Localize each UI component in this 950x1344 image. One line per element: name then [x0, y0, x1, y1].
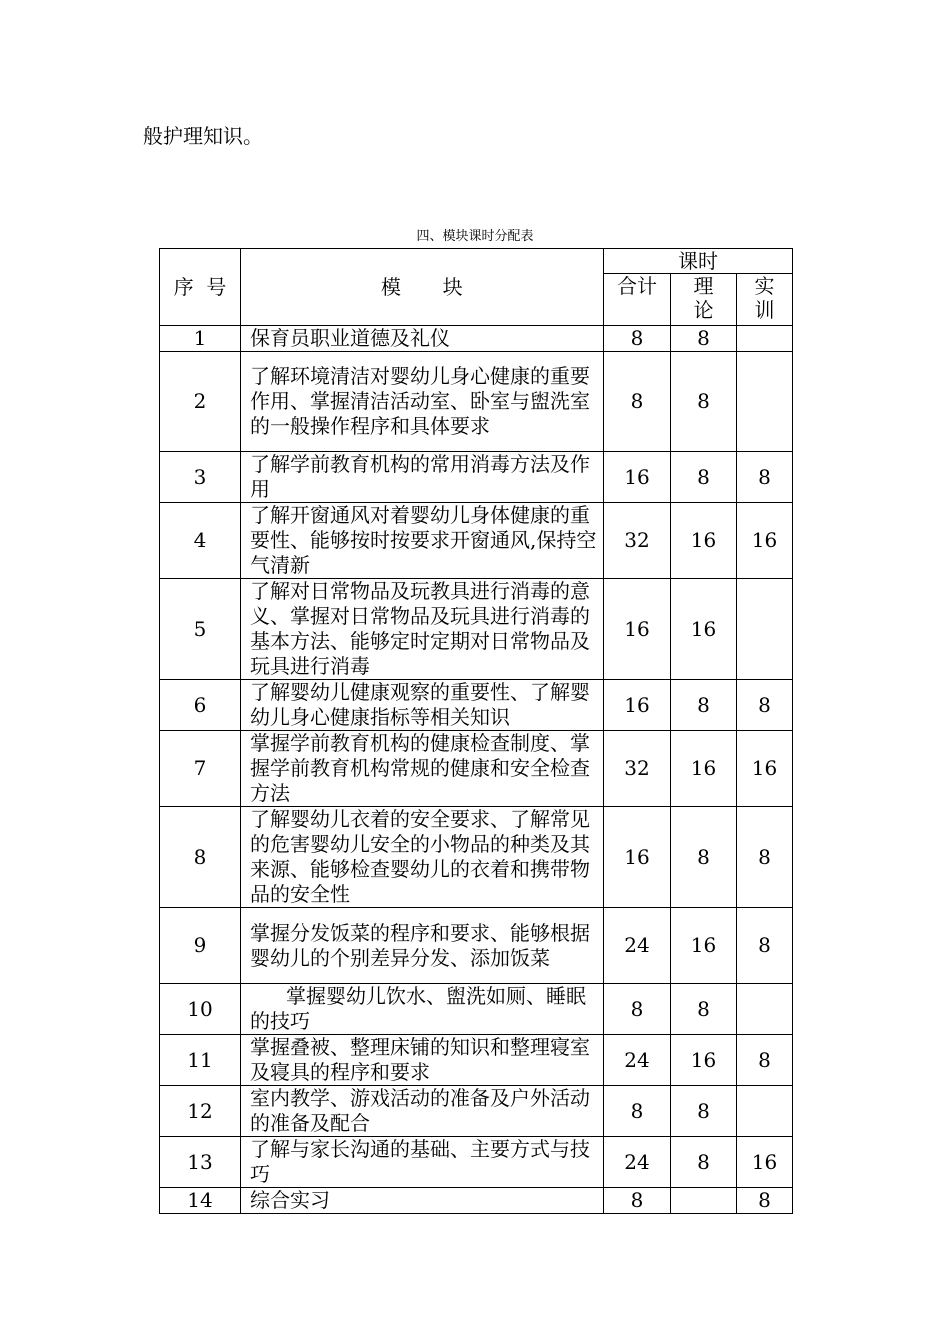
- row-theory: 8: [671, 326, 737, 352]
- row-theory: 16: [671, 579, 737, 680]
- row-theory: 8: [671, 807, 737, 908]
- row-theory: 8: [671, 1086, 737, 1137]
- row-index: 7: [160, 731, 241, 807]
- table-row: [160, 326, 793, 352]
- module-hours-table: [159, 248, 793, 1214]
- header-total: 合计: [604, 274, 671, 326]
- row-index: 8: [160, 807, 241, 908]
- row-practice: [737, 579, 793, 680]
- row-module: 室内教学、游戏活动的准备及户外活动的准备及配合: [241, 1086, 604, 1137]
- row-total: 8: [604, 984, 671, 1035]
- row-total: 8: [604, 326, 671, 352]
- row-index: 4: [160, 503, 241, 579]
- row-practice: 16: [737, 503, 793, 579]
- row-index: 3: [160, 452, 241, 503]
- row-theory: 16: [671, 1035, 737, 1086]
- table-row: [160, 731, 793, 807]
- row-total: 32: [604, 503, 671, 579]
- row-module: 了解婴幼儿衣着的安全要求、了解常见的危害婴幼儿安全的小物品的种类及其来源、能够检查婴幼儿的衣着和携带物品的安全性: [241, 807, 604, 908]
- row-module: [241, 984, 604, 1035]
- row-total: 16: [604, 579, 671, 680]
- row-total: 16: [604, 452, 671, 503]
- row-total: 24: [604, 1137, 671, 1188]
- row-total: 8: [604, 1086, 671, 1137]
- row-module: 了解开窗通风对着婴幼儿身体健康的重要性、能够按时按要求开窗通风,保持空气清新: [241, 503, 604, 579]
- row-module: 掌握分发饭菜的程序和要求、能够根据婴幼儿的个别差异分发、添加饭菜: [241, 908, 604, 984]
- row-theory: 8: [671, 452, 737, 503]
- row-theory: 8: [671, 352, 737, 452]
- row-index: 10: [160, 984, 241, 1035]
- table-row: [160, 579, 793, 680]
- table-row: [160, 1137, 793, 1188]
- row-module: 掌握叠被、整理床铺的知识和整理寝室及寝具的程序和要求: [241, 1035, 604, 1086]
- table-row: [160, 908, 793, 984]
- row-module: 综合实习: [241, 1188, 604, 1214]
- row-theory: 16: [671, 503, 737, 579]
- row-practice: 8: [737, 452, 793, 503]
- row-practice: 8: [737, 1188, 793, 1214]
- header-index: 序 号: [160, 249, 241, 326]
- row-index: 2: [160, 352, 241, 452]
- row-index: 6: [160, 680, 241, 731]
- row-theory: 8: [671, 680, 737, 731]
- row-module: 保育员职业道德及礼仪: [241, 326, 604, 352]
- row-index: 12: [160, 1086, 241, 1137]
- table-row: [160, 1035, 793, 1086]
- row-module: 掌握学前教育机构的健康检查制度、掌握学前教育机构常规的健康和安全检查方法: [241, 731, 604, 807]
- intro-text: 般护理知识。: [143, 124, 263, 148]
- table-caption: 四、模块课时分配表: [416, 229, 534, 244]
- row-practice: 16: [737, 1137, 793, 1188]
- row-index: 14: [160, 1188, 241, 1214]
- row-index: 11: [160, 1035, 241, 1086]
- row-module: 了解对日常物品及玩教具进行消毒的意义、掌握对日常物品及玩具进行消毒的基本方法、能够定时定期对日常物品及玩具进行消毒: [241, 579, 604, 680]
- row-module: 了解与家长沟通的基础、主要方式与技巧: [241, 1137, 604, 1188]
- table-row: [160, 1086, 793, 1137]
- row-theory: 8: [671, 1137, 737, 1188]
- table-row: [160, 984, 793, 1035]
- row-practice: [737, 326, 793, 352]
- row-practice: 8: [737, 680, 793, 731]
- row-index: 13: [160, 1137, 241, 1188]
- header-hours: 课时: [604, 249, 793, 274]
- row-total: 24: [604, 1035, 671, 1086]
- row-theory: 16: [671, 731, 737, 807]
- row-index: 5: [160, 579, 241, 680]
- row-module-text: 掌握婴幼儿饮水、盥洗如厕、睡眠的技巧: [250, 984, 586, 1033]
- row-practice: [737, 984, 793, 1035]
- row-total: 24: [604, 908, 671, 984]
- row-practice: [737, 1086, 793, 1137]
- row-total: 8: [604, 1188, 671, 1214]
- row-practice: 8: [737, 1035, 793, 1086]
- table-row: [160, 352, 793, 452]
- row-practice: 8: [737, 908, 793, 984]
- row-theory: [671, 1188, 737, 1214]
- table-row: [160, 807, 793, 908]
- row-practice: 8: [737, 807, 793, 908]
- header-theory: 理 论: [671, 274, 737, 326]
- header-module: 模 块: [241, 249, 604, 326]
- row-theory: 16: [671, 908, 737, 984]
- row-module: 了解婴幼儿健康观察的重要性、了解婴幼儿身心健康指标等相关知识: [241, 680, 604, 731]
- row-module: 了解学前教育机构的常用消毒方法及作用: [241, 452, 604, 503]
- row-index: 1: [160, 326, 241, 352]
- row-total: 32: [604, 731, 671, 807]
- row-index: 9: [160, 908, 241, 984]
- row-practice: [737, 352, 793, 452]
- row-total: 16: [604, 680, 671, 731]
- table-row: [160, 1188, 793, 1214]
- row-total: 16: [604, 807, 671, 908]
- row-total: 8: [604, 352, 671, 452]
- row-module: 了解环境清洁对婴幼儿身心健康的重要作用、掌握清洁活动室、卧室与盥洗室的一般操作程序和具体要求: [241, 352, 604, 452]
- table-row: [160, 503, 793, 579]
- table-row: [160, 680, 793, 731]
- row-theory: 8: [671, 984, 737, 1035]
- row-practice: 16: [737, 731, 793, 807]
- header-practice: 实 训: [737, 274, 793, 326]
- table-row: [160, 452, 793, 503]
